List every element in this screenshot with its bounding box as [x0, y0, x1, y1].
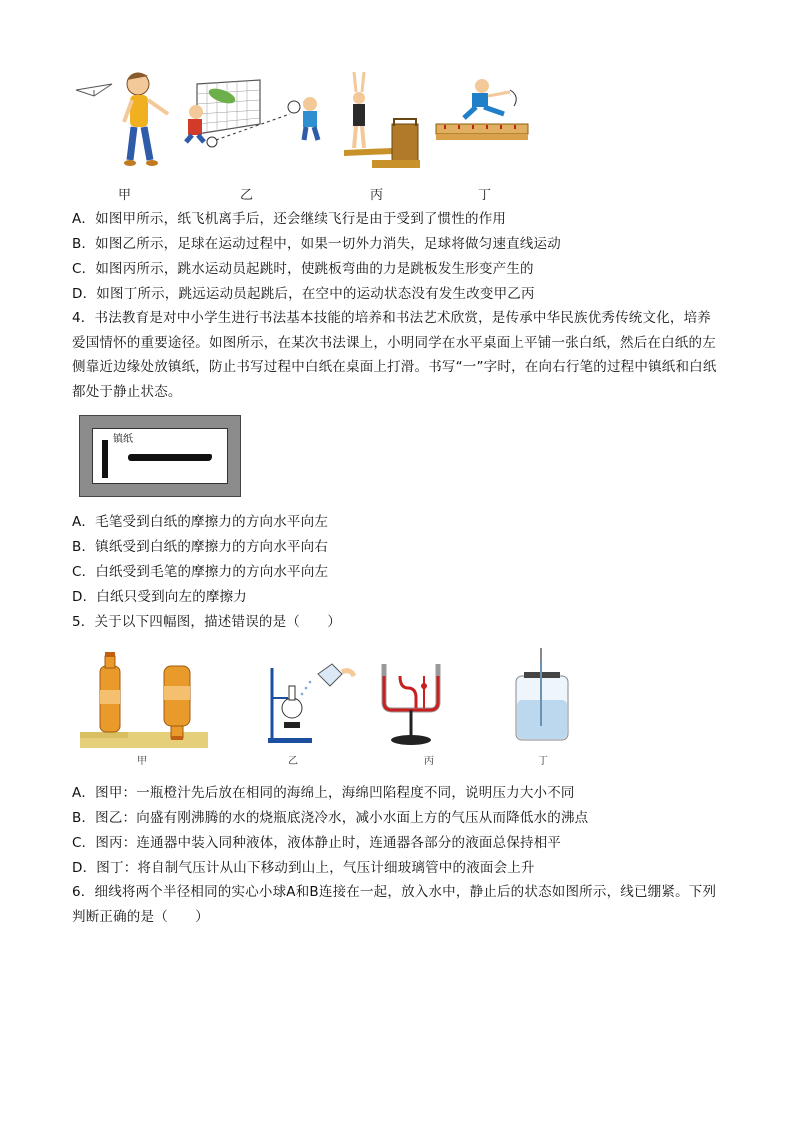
q3-option-d: D．如图丁所示，跳远运动员起跳后，在空中的运动状态没有发生改变甲乙丙 [72, 286, 535, 302]
q3-option-b: B．如图乙所示，足球在运动过程中，如果一切外力消失，足球将做匀速直线运动 [72, 236, 561, 252]
calligraphy-figure [79, 415, 241, 497]
q6-stem: 6．细线将两个半径相同的实心小球A和B连接在一起，放入水中，静止后的状态如图所示，线已绷紧。下列判断正确的是（ ） [72, 884, 717, 925]
paperweight [102, 440, 108, 478]
paper-plane-boy-illustration [76, 73, 168, 166]
flask-stand-illustration [268, 664, 354, 743]
q5-label-yi: 乙 [288, 756, 298, 767]
q5-option-a: A．图甲：一瓶橙汁先后放在相同的海绵上，海绵凹陷程度不同，说明压力大小不同 [72, 785, 575, 801]
q5-label-jia: 甲 [137, 756, 147, 767]
q5-option-c: C．图丙：连通器中装入同种液体，液体静止时，连通器各部分的液面总保持相平 [72, 835, 562, 851]
q4-option-c: C．白纸受到毛笔的摩擦力的方向水平向左 [72, 564, 329, 580]
brush-stroke-yi [128, 454, 212, 461]
q3-label-jia: 甲 [118, 188, 132, 203]
q5-label-bing: 丙 [424, 756, 434, 767]
q4-option-b: B．镇纸受到白纸的摩擦力的方向水平向右 [72, 539, 329, 555]
diver-springboard-illustration [344, 72, 420, 168]
paperweight-label: 镇纸 [113, 434, 133, 445]
q3-option-c: C．如图丙所示，跳水运动员起跳时，使跳板弯曲的力是跳板发生形变产生的 [72, 261, 534, 277]
juice-bottles-sponge-illustration [80, 652, 208, 748]
q3-figure-row [72, 62, 532, 172]
connected-vessels-illustration [384, 664, 438, 745]
q4-stem: 4．书法教育是对中小学生进行书法基本技能的培养和书法艺术欣赏，是传承中华民族优秀传统文化，培养爱国情怀的重要途径。如图所示，在某次书法课上，小明同学在水平桌面上平铺一张白纸，然后在白纸的左侧靠近边缘处放镇纸，防止书写过程中白纸在桌面上打滑。书写“一”字时，在向右行笔的过程中镇纸和白纸都处于静止状态。 [72, 310, 717, 400]
q5-label-ding: 丁 [538, 756, 548, 767]
q3-label-ding: 丁 [478, 188, 492, 203]
homemade-barometer-illustration [516, 648, 568, 740]
q3-label-yi: 乙 [240, 188, 254, 203]
q4-option-a: A．毛笔受到白纸的摩擦力的方向水平向左 [72, 514, 329, 530]
soccer-goal-illustration [186, 80, 318, 147]
q5-figure-row [78, 646, 588, 752]
q3-option-a: A．如图甲所示，纸飞机离手后，还会继续飞行是由于受到了惯性的作用 [72, 211, 507, 227]
q5-stem: 5．关于以下四幅图，描述错误的是（ ） [72, 614, 342, 630]
q5-option-b: B．图乙：向盛有刚沸腾的水的烧瓶底浇冷水，减小水面上方的气压从而降低水的沸点 [72, 810, 589, 826]
q3-label-bing: 丙 [370, 188, 384, 203]
q4-option-d: D．白纸只受到向左的摩擦力 [72, 589, 247, 605]
q5-option-d: D．图丁：将自制气压计从山下移动到山上，气压计细玻璃管中的液面会上升 [72, 860, 535, 876]
long-jump-illustration [436, 79, 528, 140]
